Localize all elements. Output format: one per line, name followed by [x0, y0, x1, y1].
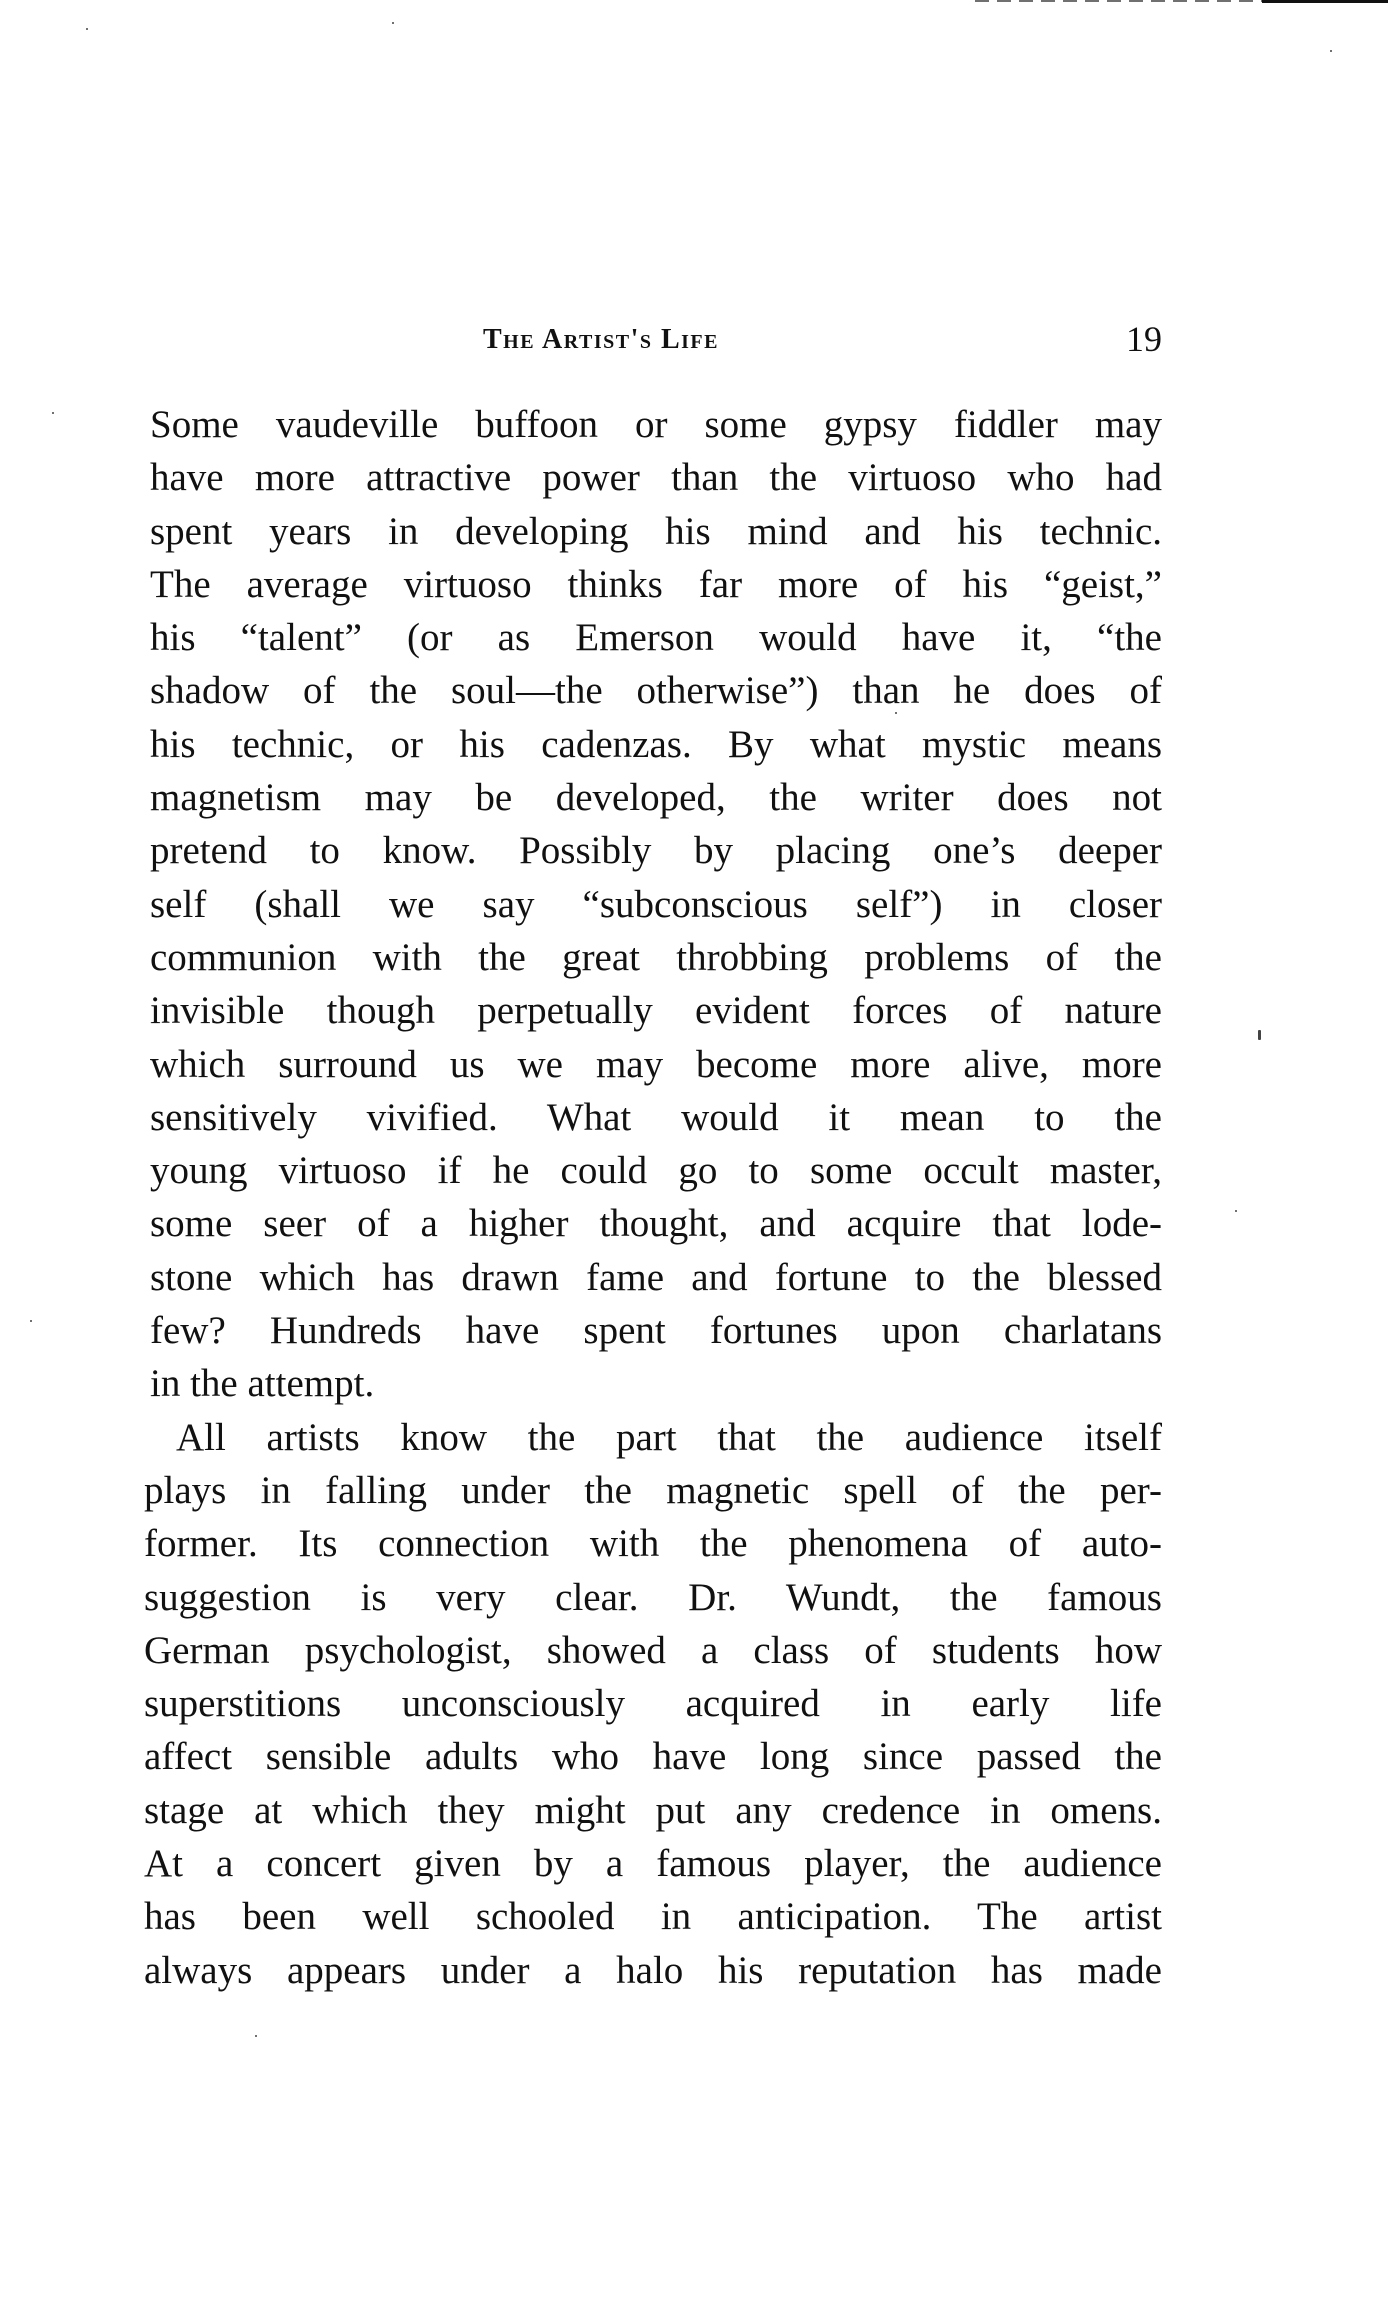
text-line: in the attempt.	[150, 1362, 375, 1406]
scan-speck	[52, 412, 54, 414]
text-line: always appears under a halo his reputation has made	[144, 1948, 1162, 1992]
text-line: magnetism may be developed, the writer does not	[150, 776, 1162, 820]
text-line: some seer of a higher thought, and acquire that lode-	[150, 1202, 1162, 1246]
text-line: few? Hundreds have spent fortunes upon charlatans	[150, 1309, 1162, 1353]
text-line: his “talent” (or as Emerson would have it, “the	[150, 616, 1162, 660]
scan-speck	[255, 2035, 257, 2037]
text-line: former. Its connection with the phenomena of auto-	[144, 1522, 1162, 1566]
running-head	[150, 318, 1162, 362]
paragraph-1	[150, 398, 1162, 1411]
scan-speck	[86, 28, 88, 30]
text-line: which surround us we may become more alive, more	[150, 1042, 1162, 1086]
text-line: shadow of the soul—the otherwise”) than he does of	[150, 669, 1162, 713]
text-line: Some vaudeville buffoon or some gypsy fiddler may	[150, 403, 1162, 446]
text-line: his technic, or his cadenzas. By what mystic means	[150, 722, 1162, 766]
scan-edge-line	[1262, 0, 1388, 3]
text-line: pretend to know. Possibly by placing one’s deeper	[150, 829, 1162, 873]
scan-speck	[1235, 1210, 1237, 1212]
scan-speck	[392, 22, 394, 24]
text-line: have more attractive power than the virtuoso who had	[150, 456, 1162, 500]
text-line: At a concert given by a famous player, the audience	[144, 1842, 1162, 1886]
text-line: stage at which they might put any credence in omens.	[144, 1788, 1162, 1832]
page-number: 19	[1126, 319, 1162, 359]
text-line: plays in falling under the magnetic spell of the per-	[144, 1468, 1162, 1512]
scan-speck	[30, 1320, 32, 1322]
text-line: All artists know the part that the audience itself	[176, 1415, 1162, 1459]
text-line: spent years in developing his mind and his technic.	[150, 509, 1162, 553]
running-title: The Artist's Life	[483, 324, 719, 355]
body-text	[144, 398, 1162, 1997]
scan-speck	[1330, 50, 1332, 52]
scan-mark	[1258, 1030, 1261, 1040]
text-line: The average virtuoso thinks far more of his “geist,”	[150, 562, 1162, 606]
text-line: sensitively vivified. What would it mean to the	[150, 1095, 1162, 1139]
text-line: invisible though perpetually evident forces of nature	[150, 989, 1162, 1033]
text-line: young virtuoso if he could go to some occult master,	[150, 1149, 1162, 1193]
text-line: self (shall we say “subconscious self”) in closer	[150, 882, 1162, 926]
scan-edge-artifact	[975, 0, 1262, 2]
text-line: German psychologist, showed a class of students how	[144, 1628, 1162, 1672]
text-line: has been well schooled in anticipation. The artist	[144, 1895, 1162, 1939]
text-line: stone which has drawn fame and fortune to the blessed	[150, 1255, 1162, 1299]
text-line: superstitions unconsciously acquired in early life	[144, 1682, 1162, 1726]
text-line: communion with the great throbbing problems of the	[150, 935, 1162, 979]
text-line: suggestion is very clear. Dr. Wundt, the famous	[144, 1575, 1162, 1619]
paragraph-2	[144, 1411, 1162, 1997]
text-line: affect sensible adults who have long since passed the	[144, 1735, 1162, 1779]
